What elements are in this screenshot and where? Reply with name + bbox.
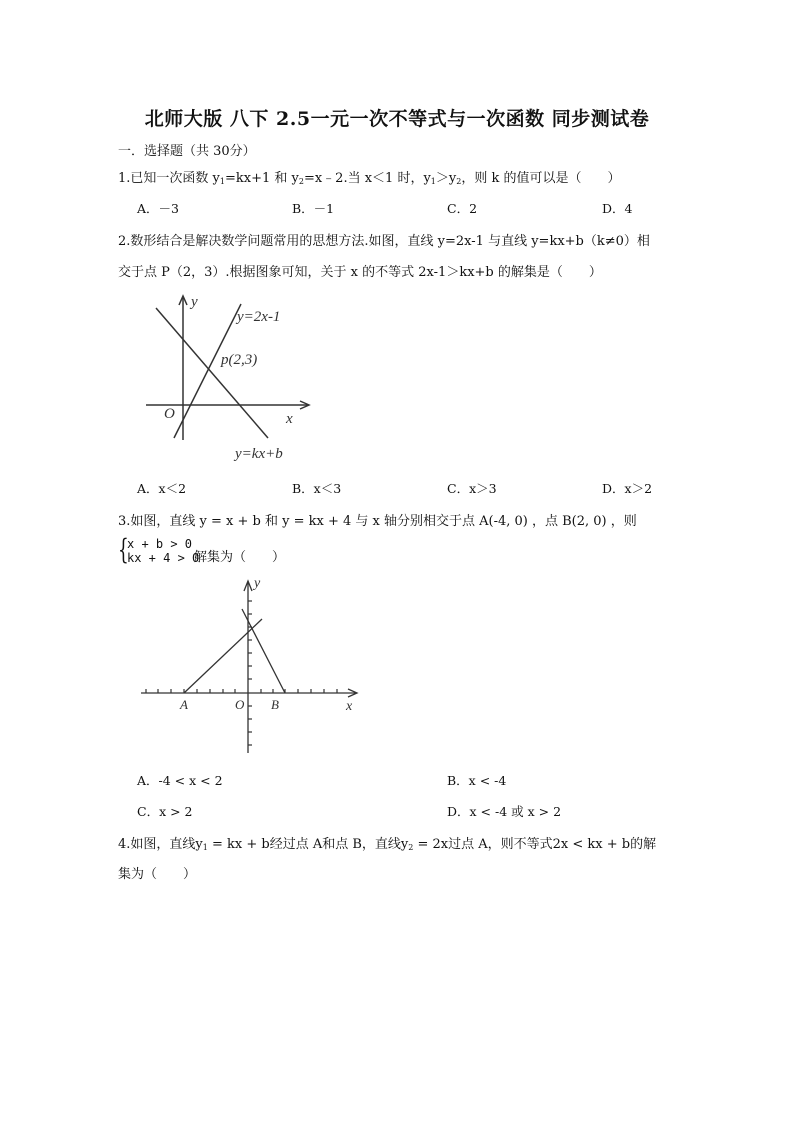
q3-system-line-2: kx + 4 > 0 [127, 551, 200, 565]
q3-graph-figure [138, 575, 363, 755]
question-4-line-2: 集为（ ） [118, 867, 197, 882]
q3-line-x-plus-b [184, 619, 262, 693]
page-title: 北师大版 八下 2.5一元一次不等式与一次函数 同步测试卷 [144, 108, 650, 130]
q2-option-d: D．x＞2 [602, 481, 653, 496]
section-heading: 一．选择题（共 30分） [118, 144, 256, 159]
q3-origin-label: O [235, 697, 245, 712]
q2-option-b: B．x＜3 [292, 481, 342, 496]
q2-line-2x-minus-1 [174, 304, 241, 438]
q2-line-b-label: y=kx+b [235, 446, 283, 462]
question-2-line-1: 2.数形结合是解决数学问题常用的思想方法.如图，直线 y=2x-1 与直线 y=kx+b（k≠0）相 [118, 234, 650, 249]
q1-option-b: B．－1 [292, 201, 335, 216]
q3-option-b: B．x < -4 [447, 773, 507, 788]
q1-option-a: A．－3 [137, 201, 179, 216]
question-4-line-1: 4.如图，直线$y_1$ = kx + b经过点 A和点 B，直线$y_2 = 2x$过点 A，则不等式2x < kx + b的解 [118, 837, 657, 852]
q2-option-c: C．x＞3 [447, 481, 497, 496]
q3-option-d: D．x < -4 或 x > 2 [447, 804, 562, 819]
q3-option-c: C．x > 2 [137, 804, 193, 819]
q2-y-axis-label: y [191, 294, 198, 310]
q2-x-axis-label: x [286, 411, 293, 427]
q1-option-d: D．4 [602, 201, 633, 216]
question-1-text: 1.已知一次函数 $y_1=kx+1$ 和 $y_2=x﹣2$.当 x＜1 时，$y_1>y_2$，则 k 的值可以是（ ） [118, 171, 621, 186]
question-2-line-2: 交于点 P（2，3）.根据图象可知，关于 x 的不等式 2x-1＞kx+b 的解集是（ ） [118, 265, 602, 280]
q2-origin-label: O [164, 406, 175, 422]
q3-y-axis-label: y [254, 576, 261, 591]
q3-option-a: A．-4 < x < 2 [137, 773, 223, 788]
q2-graph-figure [138, 290, 318, 465]
q3-point-a-label: A [180, 697, 188, 712]
q3-tail-text: 解集为（ ） [194, 550, 286, 565]
q3-system-line-1: x + b > 0 [127, 537, 193, 551]
q3-point-b-label: B [271, 697, 279, 712]
q1-option-c: C．2 [447, 201, 478, 216]
q3-x-axis-label: x [346, 699, 353, 714]
q2-line-a-label: y=2x-1 [237, 309, 281, 325]
question-3-line-1: 3.如图，直线 y = x + b 和 y = kx + 4 与 x 轴分别相交于点 A(-4, 0) ，点 B(2, 0) ，则 [118, 514, 637, 529]
q2-option-a: A．x＜2 [137, 481, 187, 496]
q2-point-p-label: p(2,3) [221, 352, 258, 368]
q3-brace-icon: { [118, 533, 129, 566]
